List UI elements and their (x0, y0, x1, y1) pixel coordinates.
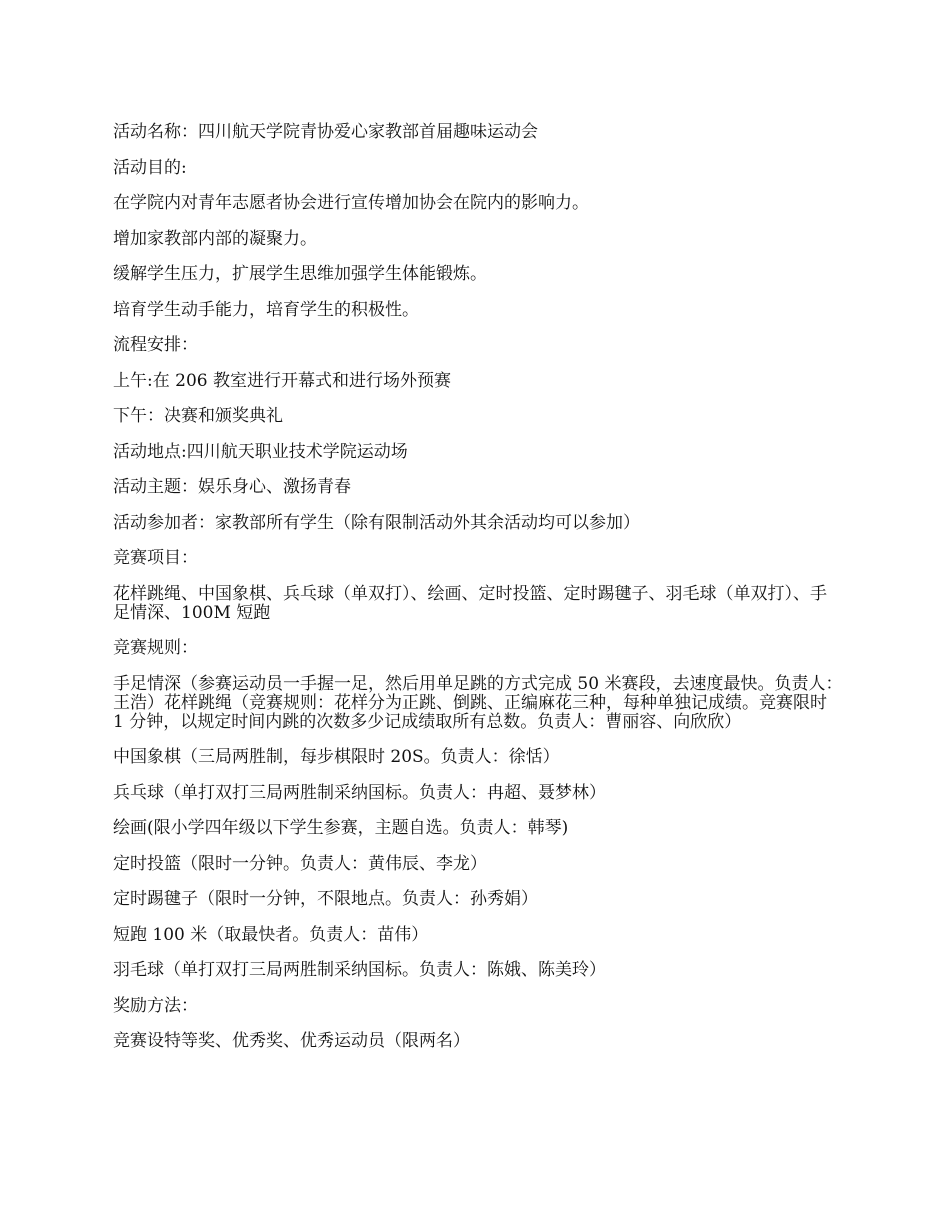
activity-participants: 活动参加者：家教部所有学生（除有限制活动外其余活动均可以参加） (113, 512, 640, 533)
rule-item: 绘画(限小学四年级以下学生参赛，主题自选。负责人：韩琴) (113, 818, 569, 838)
purpose-item: 增加家教部内部的凝聚力。 (113, 228, 317, 249)
schedule-morning: 上午:在 206 教室进行开幕式和进行场外预赛 (113, 370, 451, 391)
rules-heading: 竞赛规则： (113, 638, 198, 658)
purpose-item: 缓解学生压力，扩展学生思维加强学生体能锻炼。 (113, 264, 487, 284)
activity-theme: 活动主题：娱乐身心、激扬青春 (113, 477, 351, 497)
rule-item: 定时投篮（限时一分钟。负责人：黄伟辰、李龙） (113, 853, 487, 874)
events-heading: 竞赛项目： (113, 548, 198, 568)
purpose-item: 在学院内对青年志愿者协会进行宣传增加协会在院内的影响力。 (113, 193, 589, 213)
rule-item: 羽毛球（单打双打三局两胜制采纳国标。负责人：陈娥、陈美玲） (113, 960, 606, 980)
awards-heading: 奖励方法： (113, 995, 198, 1016)
awards-list: 竞赛设特等奖、优秀奖、优秀运动员（限两名） (113, 1031, 470, 1051)
events-list: 花样跳绳、中国象棋、兵乓球（单双打）、绘画、定时投篮、定时踢毽子、羽毛球（单双打）、手足情深、100M 短跑 (113, 583, 827, 623)
rule-item: 短跑 100 米（取最快者。负责人：苗伟） (113, 924, 429, 945)
document-body (113, 123, 843, 1068)
rule-item: 中国象棋（三局两胜制，每步棋限时 20S。负责人：徐恬） (113, 747, 560, 767)
rule-item: 手足情深（参赛运动员一手握一足，然后用单足跳的方式完成 50 米赛段，去速度最快。负责人：王浩）花样跳绳（竞赛规则：花样分为正跳、倒跳、正编麻花三种，每种单独记成绩。竞赛限时 1 分钟，以规定时间内跳的次数多少记成绩取所有总数。负责人：曹丽容、向欣欣） (113, 673, 843, 732)
schedule-heading: 流程安排： (113, 335, 198, 355)
schedule-afternoon: 下午：决赛和颁奖典礼 (113, 406, 283, 426)
rule-item: 定时踢毽子（限时一分钟，不限地点。负责人：孙秀娟） (113, 889, 538, 909)
activity-purpose-heading: 活动目的: (113, 157, 187, 178)
activity-name: 活动名称：四川航天学院青协爱心家教部首届趣味运动会 (113, 122, 538, 142)
activity-location: 活动地点:四川航天职业技术学院运动场 (113, 441, 408, 462)
purpose-item: 培育学生动手能力，培育学生的积极性。 (113, 299, 419, 320)
rule-item: 兵乓球（单打双打三局两胜制采纳国标。负责人：冉超、聂梦林） (113, 782, 606, 803)
